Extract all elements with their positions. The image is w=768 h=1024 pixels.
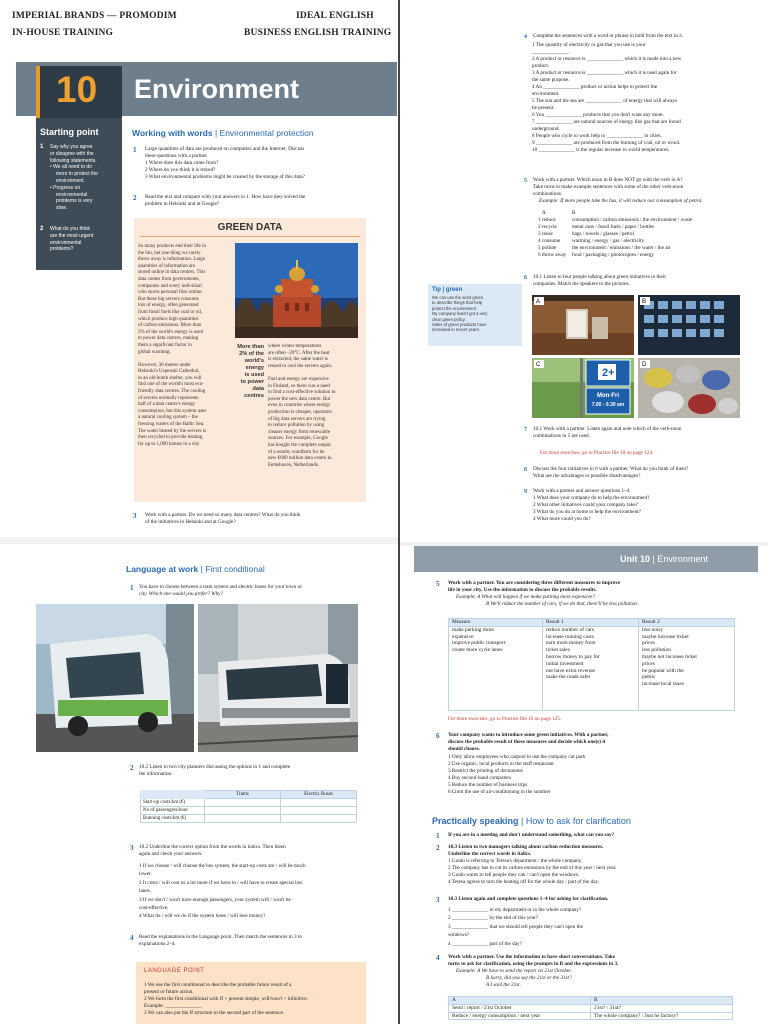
unit-header-number: Unit 10 bbox=[620, 554, 651, 564]
ex2-line: Read the text and compare with your answers in 1. How have they solved the bbox=[145, 194, 306, 200]
ex1-line: Large quantities of data are produced on computers and the Internet. Discuss bbox=[145, 146, 305, 152]
article-line: new €600 million data centre in bbox=[268, 456, 332, 462]
p3-ex3-item: 1 If we choose / will choose the bus system, the start-up costs are / will be much bbox=[139, 863, 306, 869]
ps-q3: 10.3 Listen again and complete questions 1–4 for asking for clarification. bbox=[448, 896, 609, 902]
ps2-item: 2 The company has to cut its carbon emissions by the end of this year / next year. bbox=[448, 865, 617, 871]
photo-a-glasses bbox=[532, 295, 634, 355]
p2-ex4: Complete the sentences with a word or phrase in bold from the text in 2. bbox=[533, 33, 683, 39]
article-line bbox=[268, 370, 364, 377]
mt-head: Result 1 bbox=[543, 619, 639, 627]
ex1-item: 1 Where does this data come from? bbox=[145, 160, 219, 166]
mt-head: Measure bbox=[449, 619, 543, 627]
p3-ex4-line: explanations 2–4. bbox=[139, 941, 176, 947]
p2-ex4-item: 4 An ______________ product or action helps to protect the bbox=[532, 84, 658, 90]
sp-bullet-line: We all need to do bbox=[53, 164, 92, 171]
mt-measure: make parking more bbox=[452, 626, 494, 633]
p4-ex6-line: should choose. bbox=[448, 746, 480, 752]
ps-q2-line: Underline the correct words in italics. bbox=[448, 851, 532, 857]
p2-ex4-item: ______________. bbox=[532, 49, 570, 55]
p2-ex4-item: environment. bbox=[532, 91, 560, 97]
p3-ex2-line: 10.2 Listen to two city planners discussing the options in 1 and complete bbox=[139, 764, 291, 770]
p3-ex2-line: the information. bbox=[139, 771, 173, 777]
ex5-row bbox=[538, 252, 763, 259]
clar-head: A bbox=[449, 997, 591, 1005]
mt-result2: less noisy bbox=[642, 626, 664, 633]
page-separator-left bbox=[0, 537, 398, 544]
p2-ex4-item: 5 The sun and the sea are ______________ of energy that will always bbox=[532, 98, 678, 104]
p2-ex4-item: the same purpose. bbox=[532, 77, 570, 83]
p2-ex4-item: be present. bbox=[532, 105, 555, 111]
page-environment-intro: IMPERIAL BRANDS — PROMODIM IN-HOUSE TRAINING IDEAL ENGLISH BUSINESS ENGLISH TRAINING 10 Environment Starting point 1 Say why you agree or disagree with the following statements. • We all need to do more to protect the environment. • Progress on environmental problems is very slow. 2 What do you think are the most urgent environmental problems? Working with words | Environmental protection 1 Large quantities of data are produced on computers and the Internet. Discuss these questions with a partner. 1 Where does this data come from? 2 Where do you think it is stored? 3 What environmental problems might be created by the storage of this data? 2 Read the text and compare with your answers in 1. How have they solved the problem in Helsinki and at Google? GREEN DATA So many products end their life in the bin, but one thing we rarely throw away is information. Large quantities of information are stored online in data centres. This data comes from governments, companies and every individual who stores personal files online. But these big servers consume lots of energy, often generated from fossil fuels like coal or oil, which produce high quantities of carbon emissions. More than 2% of the world's energy is used to power data centres, making them a significant factor in global warming. However, 30 metres under Helsinki's Uspenski Cathedral, in an old bomb shelter, you will find one of the world's most eco- friendly data centres. The cooling of servers normally represents half of a data centre's energy consumption, but this system uses a natural cooling system – the freezing waters of the Baltic Sea. The water heated by the servers is then recycled to provide heating for up to 1,000 homes in a city More than 2% of the world's energy is used to power data centres where winter temperatures are often –20°C. After the heat is extracted, the same water is reused to cool the servers again. Fuel and energy are expensive in Finland, so there was a need to find a cost-effective solution to power the new data centre. But even in countries where energy production is cheaper, operators of big data servers are trying to reduce pollution by using cleaner energy from renewable sources. For example, Google has bought the complete output of a nearby windfarm for its new €600 million data centre in Eemshaven, Netherlands. 3 Work with a partner. Do we need so many data centres? What do you think of the initiatives in Helsinki and at Google? bbox=[0, 0, 398, 536]
photo-tram bbox=[198, 604, 358, 752]
tip-line: increased in recent years. bbox=[432, 327, 480, 333]
ps4-example-c: A I said the 21st. bbox=[486, 982, 521, 988]
article-line: from fossil fuels like coal or oil, bbox=[138, 309, 203, 315]
sign-line2: 7.00 - 9.30 am bbox=[591, 402, 625, 408]
ex2-line: problem in Helsinki and at Google? bbox=[145, 201, 220, 207]
lp-item: 2 We form the first conditional with If + present simple, will/won't + infinitive. bbox=[144, 996, 309, 1002]
ct-head-empty bbox=[141, 791, 205, 799]
ex5-row bbox=[538, 245, 763, 252]
wwords-subtitle: Environmental protection bbox=[219, 128, 314, 138]
wwords-title: Working with words bbox=[132, 128, 213, 138]
p3-ex4-line: Read the explanations in the Language point. Then match the sentences in 3 to bbox=[139, 934, 302, 940]
article-col3 bbox=[268, 344, 364, 469]
ex3-line: Work with a partner. Do we need so many data centres? What do you think bbox=[145, 512, 301, 518]
article-line: Eemshaven, Netherlands. bbox=[268, 462, 319, 468]
p2-ex7-line: combinations in 5 are used. bbox=[533, 433, 590, 439]
ps2-item: 4 Teresa agrees to turn the heating off for the whole day / part of the day. bbox=[448, 879, 600, 885]
ct-cell-input[interactable] bbox=[205, 807, 281, 815]
p2-ex5-line: Work with a partner. Which noun in B does NOT go with the verb in A? bbox=[533, 177, 683, 183]
ex5-verb: 2 recycle bbox=[538, 224, 557, 230]
article-line: in Finland, so there was a need bbox=[268, 383, 330, 389]
ex5-row bbox=[538, 224, 763, 231]
p4-ex5-example-b: B We'll reduce the number of cars, if we do that, there'll be less pollution. bbox=[486, 601, 639, 607]
ct-cell-input[interactable] bbox=[281, 807, 357, 815]
clarification-table bbox=[448, 996, 733, 1020]
page-language-at-work: Language at work | First conditional 1 You have to choose between a tram system and electric buses for your town or city. Which one would you prefer? Why? 2 10.2 Listen to two city planners discussing the options in 1 and complete the information. Trams Electric Buses Start-up costs/km (€) No of passengers/hour Running costs/km (€) 3 10.2 Underline the correct option from the words in italics. Then listen again and check your answers. 1 If we choose / will choose the bus system, the start-up costs are / will be much lower. 2 It costs / will cost us a lot more if we have to / will have to create special bus lanes. 3 If we don't / won't have enough passengers, your system will / won't be cost-effective. 4 What do / will we do if the system loses / will lose money? 4 Read the explanations in the Language point. Then match the sentences in 3 to explanations 2–4. LANGUAGE POINT 1 We use the first conditional to describe the probable future result of a present or future action. 2 We form the first conditional with If + present simple, will/won't + infinitive. Example: ______________ 3 We can also put the If structure in the second part of the sentence. bbox=[0, 544, 398, 1024]
photo-c-parking-sign bbox=[532, 358, 634, 418]
mt-result1: initial investment bbox=[546, 660, 584, 667]
article-line: who stores personal files online. bbox=[138, 290, 203, 296]
sign-line1: Mon-Fri bbox=[597, 393, 619, 399]
p3-ex1-line: city. Which one would you prefer? Why? bbox=[139, 591, 224, 597]
tip-line: protect the environment. bbox=[432, 305, 478, 311]
ps-q4-line: turns to ask for clarification, using the prompts in B and the expressions in 3. bbox=[448, 961, 619, 967]
ps-subtitle: How to ask for clarification bbox=[525, 816, 631, 826]
unit-title: Environment bbox=[134, 74, 300, 104]
ex5-verb: 4 consume bbox=[538, 238, 561, 244]
article-line: lots of energy, often generated bbox=[138, 303, 199, 309]
ex5-nouns: food / packaging / photocopies / energy bbox=[572, 252, 655, 258]
header-right-line1: IDEAL ENGLISH bbox=[296, 11, 374, 21]
p2-ex8-line: What are the advantages or possible disadvantages? bbox=[533, 473, 641, 479]
sp-bullet-line: more to protect the bbox=[56, 171, 98, 178]
mt-result2: maybe not increase ticket bbox=[642, 653, 697, 660]
p2-ex9-item: 1 What does your company do to help the environment? bbox=[533, 495, 650, 501]
unit-header-title: Environment bbox=[657, 554, 708, 564]
p4-ex6-item: 1 Only allow employees who carpool to use the company car park bbox=[448, 754, 586, 760]
sp-q1-line: or disagree with the bbox=[50, 150, 94, 157]
p3-ex3-item: 2 It costs / will cost us a lot more if we have to / will have to create special bus bbox=[139, 879, 303, 886]
article-line: to power data centres, making bbox=[138, 336, 199, 342]
p2-ex4-item: 3 A product or resource is ______________ which it is used again for bbox=[532, 70, 677, 76]
ex5-nouns: consumption / carbon emissions / the environment / waste bbox=[572, 217, 693, 223]
p2-ex4-item: product. bbox=[532, 63, 550, 69]
clar-cell: Send / report / 21st October bbox=[449, 1004, 591, 1012]
ps4-example-b: B Sorry, did you say the 21st or the 31st? bbox=[486, 975, 572, 981]
ex5-verb: 5 pollute bbox=[538, 245, 557, 251]
p4-ex6-item: 6 Limit the use of air-conditioning in the summer bbox=[448, 789, 551, 795]
header-left-line1: IMPERIAL BRANDS — PROMODIM bbox=[12, 11, 177, 21]
p4-ex6-item: 5 Reduce the number of business trips bbox=[448, 782, 528, 788]
article-line: But these big servers consume bbox=[138, 296, 199, 302]
article-col1 bbox=[138, 244, 234, 448]
sp-bullet-line: slow. bbox=[56, 205, 68, 212]
mt-result2: prices bbox=[642, 660, 655, 667]
photo-d-recycled-cans bbox=[638, 358, 740, 418]
article-line: production is cheaper, operators bbox=[268, 409, 332, 415]
article-line: is extracted, the same water is bbox=[268, 357, 328, 363]
tip-line: My company hasn't got a very bbox=[432, 311, 488, 317]
article-line: The water heated by the servers is bbox=[138, 428, 207, 434]
pull-quote-line: More than bbox=[237, 344, 264, 350]
ex5-nouns: warming / energy / gas / electricity bbox=[572, 238, 645, 244]
sp-q2-line: are the most urgent bbox=[50, 232, 94, 239]
ex5-nouns: the environment / emissions / the water / the air bbox=[572, 245, 671, 251]
ex5-verb: 3 reuse bbox=[538, 231, 553, 237]
starting-point-panel: Starting point 1 Say why you agree or disagree with the following statements. • We all need to do more to protect the environment. • Progress on environmental problems is very slow. 2 What do you think are the most urgent environmental problems? bbox=[36, 118, 122, 270]
article-line: the bin, but one thing we rarely bbox=[138, 250, 201, 256]
p4-ex6-line: discuss the probable result of these measures and decide which one(s) it bbox=[448, 739, 606, 745]
article-line: Fuel and energy are expensive bbox=[268, 376, 329, 382]
article-title: GREEN DATA bbox=[217, 222, 283, 233]
article-line: in an old bomb shelter, you will bbox=[138, 375, 202, 381]
ct-head-trams: Trams bbox=[205, 791, 281, 799]
page-vocabulary: 4 Complete the sentences with a word or phrase in bold from the text in 2. 1 The quantity of electricity or gas that you use is your ______________. 2 A product or resource is ______________ which it is made into a new product. 3 A product or resource is ______________ which it is used again for the same purpose. 4 An ______________ product or action helps to protect the environment. 5 The sun and the sea are ______________ of energy that will always be present. 6 You ______________ products that you don't want any more. 7 ______________ are natural sources of energy like gas that are found underground. 8 People who cycle to work help to ______________ in cities. 9 ______________ are produced from the burning of coal, oil or wood. 10 ______________ is the regular increase in world temperatures. 5 Work with a partner. Which noun in B does NOT go with the verb in A? Take turns to make example sentences with some of the other verb-noun combinations. Example: If more people take the bus, it will reduce our consumption of petrol. A B 1 reduce consumption / carbon emissions / the environment / waste 2 recycle metal cans / fossil fuels / paper / bottles 3 reuse bags / towels / glasses / petrol 4 consume warming / energy / gas / electricity 5 pollute the environment / emissions / the water / the air 6 throw away food / packaging / photocopies / energy Tip | green We can use the word green to describe things that help protect the environment. My company hasn't got a very clear green policy. Sales of green products have increased in recent years. 6 10.1 Listen to four people talking about green initiatives in their companies. Match the speakers to the pictures. A B 2+ C Mon-Fri 7.00 - 9.30 am D 7 10.1 Work with a partner. Listen again and note which of the verb-noun combinations in 5 are used. For more exercises, go to Practice file 10 on page 124. 8 Discuss the four initiatives in 6 with a partner. What do you think of them? What are the advantages or possible disadvantages? 9 Work with a partner and answer questions 1–4. 1 What does your company do to help the environment? 2 What other initiatives could your company take? 3 What do you do at home to help the environment? 4 What more could you do? bbox=[400, 0, 768, 542]
ps-title: Practically speaking bbox=[432, 816, 519, 826]
mt-head: Result 2 bbox=[639, 619, 735, 627]
p2-ex9-item: 4 What more could you do? bbox=[533, 516, 591, 522]
article-line: global warming. bbox=[138, 349, 171, 355]
article-line: freezing waters of the Baltic Sea. bbox=[138, 422, 205, 428]
article-line: power the new data centre. But bbox=[268, 396, 331, 402]
article-line: friendly data centres. The cooling bbox=[138, 389, 206, 395]
ct-row-label: Start-up costs/km (€) bbox=[141, 799, 205, 807]
ex5-row bbox=[538, 238, 763, 245]
pull-quote-line: world's bbox=[244, 358, 264, 364]
mt-result2: maybe increase ticket bbox=[642, 633, 689, 640]
lp-item: 1 We use the first conditional to describe the probable future result of a bbox=[144, 982, 292, 988]
clar-cell: 21st? / 31st? bbox=[591, 1004, 733, 1012]
costs-table bbox=[140, 790, 357, 823]
measures-table bbox=[448, 618, 735, 711]
p4-ex6-item: 3 Restrict the printing of documents bbox=[448, 768, 523, 774]
sp-bullet-line: problems is very bbox=[56, 198, 93, 205]
article-line: stored online in data centres. This bbox=[138, 270, 206, 276]
ex1-item: 3 What environmental problems might be created by the storage of this data? bbox=[145, 174, 305, 180]
mt-result1: earn more money from bbox=[546, 640, 596, 647]
clar-cell: Reduce / energy consumption / next year bbox=[449, 1012, 591, 1020]
ex5-verb: 1 reduce bbox=[538, 217, 556, 223]
pull-quote-line: data bbox=[252, 386, 264, 392]
p4-ex5-line: Work with a partner. You are considering three different measures to improve bbox=[448, 580, 621, 586]
svg-text:C: C bbox=[536, 362, 541, 368]
article-line: companies and every individual bbox=[138, 283, 202, 289]
article-line: of big data servers are trying bbox=[268, 416, 326, 422]
sp-q2-line: problems? bbox=[50, 246, 74, 253]
sp-bullet-line: Progress on bbox=[53, 184, 81, 191]
mt-result2: public bbox=[642, 674, 656, 681]
ex5-row bbox=[538, 217, 763, 224]
ps-q4-line: Work with a partner. Use the information to have short conversations. Take bbox=[448, 954, 616, 960]
ps-q2-line: 10.3 Listen to two managers talking about carbon reduction measures. bbox=[448, 844, 604, 850]
sp-q1-line: following statements. bbox=[50, 157, 97, 164]
ex5-nouns: bags / towels / glasses / petrol bbox=[572, 231, 634, 237]
p2-ex4-item: 9 ______________ are produced from the burning of coal, oil or wood. bbox=[532, 140, 681, 146]
ct-row-label: No of passengers/hour bbox=[141, 807, 205, 815]
mt-result1: increase running costs bbox=[546, 633, 594, 640]
p2-ex4-item: underground. bbox=[532, 126, 560, 132]
p3-ex3-line: 10.2 Underline the correct option from the words in italics. Then listen bbox=[139, 844, 286, 850]
article-line: of a nearby windfarm for its bbox=[268, 449, 325, 455]
tip-line: We can use the word green bbox=[432, 295, 484, 300]
ex5-nouns: metal cans / fossil fuels / paper / bottles bbox=[572, 224, 655, 230]
p2-ex4-item: 7 ______________ are natural sources of energy like gas that are found bbox=[532, 119, 681, 125]
pull-quote-line: is used bbox=[244, 372, 264, 378]
pull-quote-line: centres bbox=[244, 393, 264, 399]
ex3-line: of the initiatives in Helsinki and at Google? bbox=[145, 519, 236, 525]
unit-number: 10 bbox=[56, 69, 98, 110]
ct-cell-input[interactable] bbox=[205, 799, 281, 807]
p2-ex5-line: combinations. bbox=[533, 191, 563, 197]
p2-ex9: Work with a partner and answer questions 1–4. bbox=[533, 488, 631, 494]
ex1-line: these questions with a partner. bbox=[145, 153, 208, 159]
p2-ex9-item: 3 What do you do at home to help the environment? bbox=[533, 509, 641, 515]
photo-electric-bus bbox=[36, 604, 194, 752]
article-line: of carbon emissions. More than bbox=[138, 323, 202, 329]
article-line: So many products end their life in bbox=[138, 244, 207, 249]
ct-cell-input[interactable] bbox=[281, 799, 357, 807]
mt-result2: prices bbox=[642, 640, 655, 647]
svg-text:B: B bbox=[642, 299, 647, 305]
article-line: of servers normally represents bbox=[138, 395, 199, 401]
sp-q1-line: Say why you agree bbox=[50, 144, 93, 150]
p2-ex4-item: 8 People who cycle to work help to ______________ in cities. bbox=[532, 133, 662, 139]
p2-ex5-example: Example: If more people take the bus, it will reduce our consumption of petrol. bbox=[539, 198, 703, 204]
svg-text:A: A bbox=[536, 299, 541, 305]
clar-cell: The whole company? / Just he factory? bbox=[591, 1012, 733, 1020]
ps2-item: 3 Guido wants to tell people they can / can't open the windows. bbox=[448, 872, 580, 878]
svg-text:D: D bbox=[642, 362, 647, 368]
sp-bullet-line: environment. bbox=[56, 177, 85, 184]
mt-result1: ticket sales bbox=[546, 647, 570, 654]
starting-point-title: Starting point bbox=[40, 127, 99, 137]
article-line bbox=[138, 356, 234, 363]
tip-line: clear green policy. bbox=[432, 316, 466, 322]
language-point-title: LANGUAGE POINT bbox=[144, 968, 205, 974]
page-practically-speaking: Unit 10 | Environment 5 Work with a partner. You are considering three different measures to improve life in your city. Use the information to discuss the probable results. Example: A What will happen if we make parking more expensive? B We'll reduce the number of cars, if we do that, there'll be less pollution. Measure Result 1 Result 2 make parking more expensive improve public transport create more cycle lanes reduce number of cars increase running costs earn more money from ticket sales borrow money to pay for initial investment not have extra revenue make the roads safer less noisy maybe increase ticket prices less pollution maybe not increase ticket prices be popular with the public increase local taxes For more exercises, go to Practice file 10 on page 125. 6 Your company wants to introduce some green initiatives. With a partner, discuss the probable result of these measures and decide which one(s) it should choose. 1 Only allow employees who carpool to use the company car park 2 Use organic, local products in the staff restaurant 3 Restrict the printing of documents 4 Buy second-hand computers 5 Reduce the number of business trips 6 Limit the use of air-conditioning in the summer Practically speaking | How to ask for clarification 1 If you are in a meeting and don't understand something, what can you say? 2 10.3 Listen to two managers talking about carbon reduction measures. Underline the correct words in italics. 1 Guido is referring to Teresa's department / the whole company. 2 The company has to cut its carbon emissions by the end of this year / next year. 3 Guido wants to tell people they can / can't open the windows. 4 Teresa agrees to turn the heating off for the whole day / part of the day. 3 10.3 Listen again and complete questions 1–4 for asking for clarification. 1 ______________ in my department or in the whole company? 2 ______________ by the end of this year? 3 ______________ that we should tell people they can't open the windows? 4 ______________ part of the day? 4 Work with a partner. Use the information to have short conversations. Take turns to ask for clarification, using the prompts in B and the expressions in 3. Example: A We have to send the report on 21st October. B Sorry, did you say the 21st or the 31st? A I said the 21st. A B Send / report / 21st October 21st? / 31st? Reduce / energy consumption / next year The whole company? / Just he factory? bbox=[400, 546, 768, 1024]
mt-measure: improve public transport bbox=[452, 640, 506, 647]
article-line: data comes from governments, bbox=[138, 276, 200, 282]
article-line: quantities of information are bbox=[138, 263, 196, 269]
photo-b-office-building bbox=[638, 295, 740, 355]
ct-cell-input[interactable] bbox=[205, 815, 281, 823]
article-line: has bought the complete output bbox=[268, 442, 331, 448]
pull-quote-line: to power bbox=[240, 379, 264, 385]
mt-result1: make the roads safer bbox=[546, 674, 591, 681]
law-title: Language at work bbox=[126, 564, 199, 574]
p2-ex5-line: Take turns to make example sentences with some of the other verb-noun bbox=[533, 184, 684, 190]
article-line: for up to 1,000 homes in a city bbox=[138, 441, 200, 447]
p2-ex6-line: 10.1 Listen to four people talking about green initiatives in their bbox=[533, 274, 666, 280]
article-line: cleaner energy from renewable bbox=[268, 429, 330, 435]
law-subtitle: First conditional bbox=[205, 564, 265, 574]
article-line: are often –20°C. After the heat bbox=[268, 350, 330, 356]
article-line: then recycled to provide heating bbox=[138, 435, 203, 441]
ps3-item: 1 ______________ in my department or in the whole company? bbox=[448, 907, 582, 913]
p4-ex5-example-a: Example: A What will happen if we make parking more expensive? bbox=[456, 594, 595, 600]
article-line: Helsinki's Uspenski Cathedral, bbox=[138, 369, 200, 375]
article-line: 2% of the world's energy is used bbox=[138, 329, 203, 335]
p4-ex5-line: life in your city. Use the information to discuss the probable results. bbox=[448, 587, 597, 593]
svg-text:2+: 2+ bbox=[602, 367, 615, 379]
p3-ex1-line: You have to choose between a tram system and electric buses for your town or bbox=[139, 584, 302, 590]
p2-ex4-item: 2 A product or resource is ______________ which it is made into a new bbox=[532, 56, 682, 62]
article-line: which produce high quantities bbox=[138, 316, 199, 322]
tip-line: Sales of green products have bbox=[432, 322, 487, 328]
pull-quote-line: energy bbox=[245, 365, 264, 371]
ct-head-buses: Electric Buses bbox=[281, 791, 357, 799]
p3-ex3-item: lanes. bbox=[139, 888, 151, 895]
p3-ex3-item: 3 If we don't / won't have enough passengers, your system will / won't be bbox=[139, 896, 291, 903]
unit-number-stripe bbox=[36, 66, 40, 118]
p2-ex9-item: 2 What other initiatives could your company take? bbox=[533, 502, 638, 508]
p2-ex4-item: 6 You ______________ products that you don't want any more. bbox=[532, 112, 664, 118]
article-line: However, 30 metres under bbox=[138, 362, 191, 368]
p3-ex3-item: 4 What do / will we do if the system loses / will lose money? bbox=[139, 913, 266, 920]
mt-result1: not have extra revenue bbox=[546, 667, 595, 674]
ex5-verb: 6 throw away bbox=[538, 252, 567, 258]
lp-item: 3 We can also put the If structure in the second part of the sentence. bbox=[144, 1010, 285, 1016]
ps3-item: windows? bbox=[448, 932, 470, 939]
article-line: consumption, but this system uses bbox=[138, 408, 207, 414]
article-title-rule bbox=[140, 236, 360, 237]
ct-row-label: Running costs/km (€) bbox=[141, 815, 205, 823]
ct-cell-input[interactable] bbox=[281, 815, 357, 823]
ps3-item: 3 ______________ that we should tell people they can't open the bbox=[448, 923, 583, 930]
article-line: a natural cooling system – the bbox=[138, 415, 198, 421]
p3-ex3-item: lower. bbox=[139, 871, 152, 878]
ex5-head-b: B bbox=[572, 210, 576, 216]
p4-ex6-line: Your company wants to introduce some green initiatives. With a partner, bbox=[448, 732, 609, 738]
article-line: where winter temperatures bbox=[268, 344, 322, 349]
article-line: even in countries where energy bbox=[268, 403, 331, 409]
mt-result2: be popular with the bbox=[642, 667, 684, 674]
practice-file-link-1[interactable]: For more exercises, go to Practice file 10 on page 124. bbox=[540, 450, 654, 456]
p4-ex6-item: 4 Buy second-hand computers bbox=[448, 775, 511, 781]
article-line: them a significant factor in bbox=[138, 342, 192, 348]
article-line: to reduce pollution by using bbox=[268, 423, 325, 429]
lp-item: present or future action. bbox=[144, 989, 194, 995]
pull-quote bbox=[234, 344, 264, 400]
mt-result2: less pollution bbox=[642, 647, 671, 654]
ps4-example-a: Example: A We have to send the report on 21st October. bbox=[456, 968, 572, 974]
ex5-row bbox=[538, 231, 763, 238]
tip-line: to describe things that help bbox=[432, 300, 483, 306]
tip-title: Tip | green bbox=[432, 287, 463, 293]
mt-measure: create more cycle lanes bbox=[452, 647, 503, 654]
header-left-line2: IN-HOUSE TRAINING bbox=[12, 28, 114, 38]
ex1-item: 2 Where do you think it is stored? bbox=[145, 167, 216, 173]
clar-head: B bbox=[591, 997, 733, 1005]
mt-result2: increase local taxes bbox=[642, 681, 684, 688]
p3-ex3-item: cost-effective. bbox=[139, 905, 169, 912]
p4-ex6-item: 2 Use organic, local products in the staff restaurant bbox=[448, 761, 554, 767]
practice-file-link-2[interactable]: For more exercises, go to Practice file 10 on page 125. bbox=[448, 716, 562, 722]
mt-result1: reduce number of cars bbox=[546, 626, 595, 633]
p3-ex3-line: again and check your answers. bbox=[139, 851, 203, 857]
ex5-head-a: A bbox=[542, 210, 546, 216]
article-line: throw away is information. Large bbox=[138, 257, 205, 263]
article-line: sources. For example, Google bbox=[268, 436, 328, 442]
sp-q2-line: environmental bbox=[50, 239, 82, 246]
article-line: reused to cool the servers again. bbox=[268, 363, 333, 369]
helsinki-cathedral-photo bbox=[235, 243, 358, 338]
article-line: find one of the world's most eco- bbox=[138, 382, 204, 388]
ps-q1: If you are in a meeting and don't understand something, what can you say? bbox=[448, 832, 615, 838]
sp-q2-line: What do you think bbox=[50, 226, 91, 232]
ps2-item: 1 Guido is referring to Teresa's department / the whole company. bbox=[448, 858, 583, 864]
ps3-item: 2 ______________ by the end of this year? bbox=[448, 915, 539, 922]
mt-measure: expensive bbox=[452, 633, 474, 640]
p2-ex8-line: Discuss the four initiatives in 6 with a partner. What do you think of them? bbox=[533, 466, 689, 472]
article-line: half of a data centre's energy bbox=[138, 402, 196, 408]
lp-item: Example: ______________ bbox=[144, 1003, 202, 1009]
p2-ex7-line: 10.1 Work with a partner. Listen again and note which of the verb-noun bbox=[533, 426, 682, 432]
article-line: to find a cost-effective solution to bbox=[268, 390, 336, 396]
p2-ex6-line: companies. Match the speakers to the pictures. bbox=[533, 281, 630, 287]
pull-quote-line: 2% of the bbox=[239, 351, 264, 357]
p2-ex4-item: 10 ______________ is the regular increase in world temperatures. bbox=[532, 147, 670, 153]
sp-bullet-line: environmental bbox=[56, 191, 88, 198]
p2-ex4-item: 1 The quantity of electricity or gas that you use is your bbox=[532, 42, 646, 48]
mt-result1: borrow money to pay for bbox=[546, 653, 600, 660]
ps3-item: 4 ______________ part of the day? bbox=[448, 940, 522, 947]
header-right-line2: BUSINESS ENGLISH TRAINING bbox=[244, 28, 392, 38]
